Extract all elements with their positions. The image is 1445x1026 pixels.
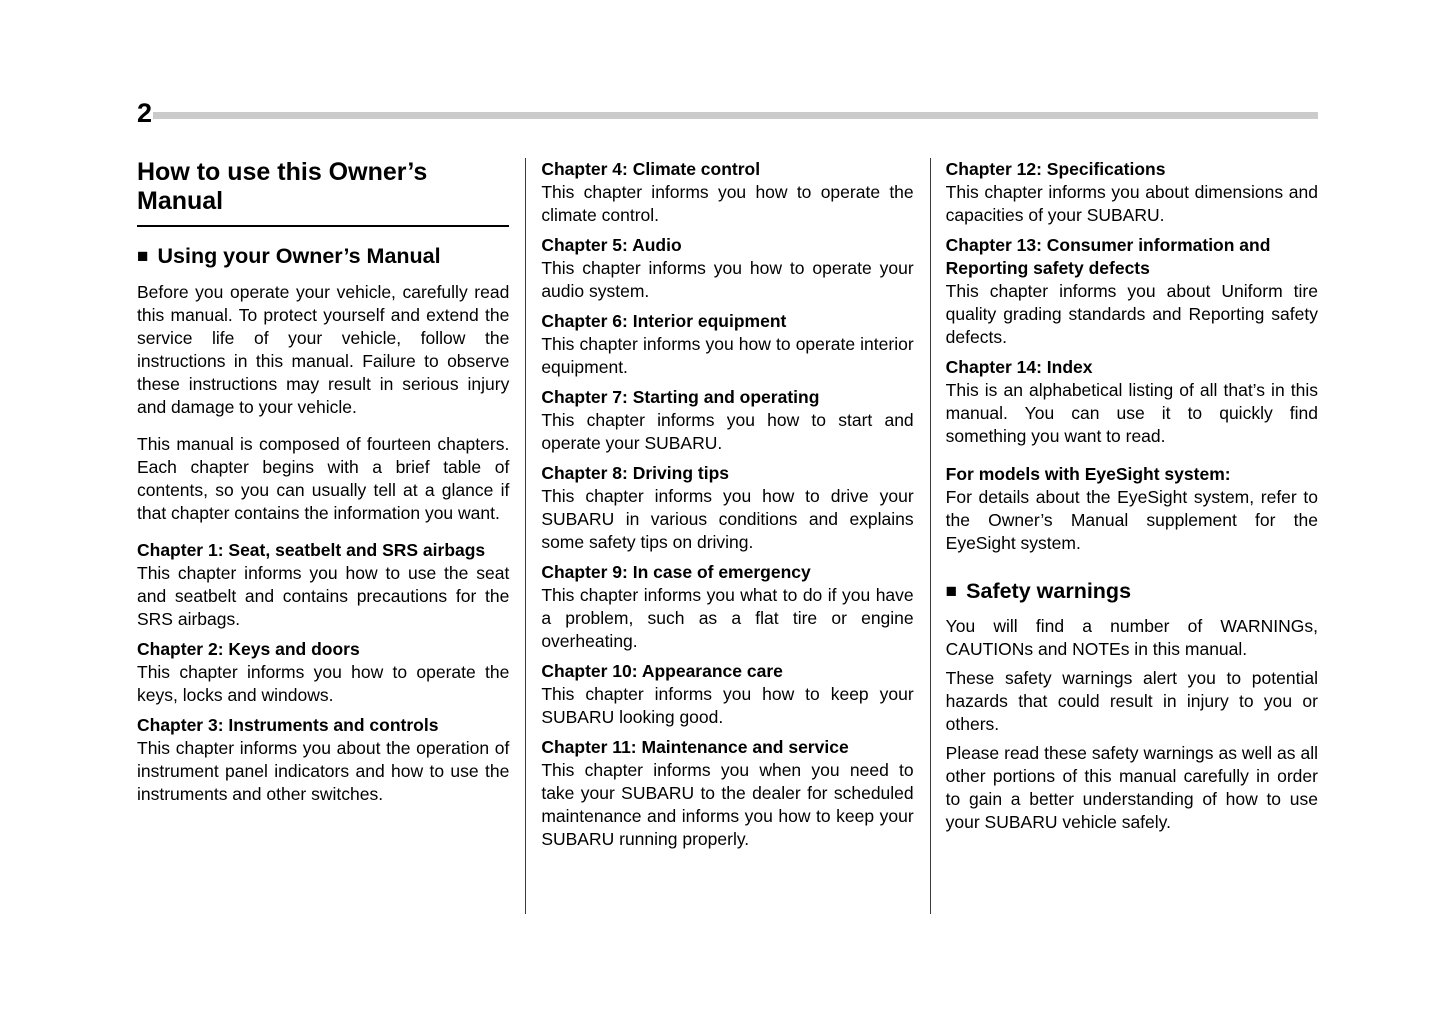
chapter-heading: Chapter 2: Keys and doors (137, 639, 360, 659)
column-1 (137, 158, 526, 914)
chapter-heading: Chapter 3: Instruments and controls (137, 715, 439, 735)
content-columns (137, 158, 1318, 914)
column-3 (931, 158, 1318, 914)
chapter-heading: Chapter 1: Seat, seatbelt and SRS airbags (137, 540, 486, 560)
chapter-description: This chapter informs you how to operate interior equipment. (541, 334, 914, 377)
chapter-description: This chapter informs you when you need to take your SUBARU to the dealer for scheduled maintenance and informs you how to keep your SUBARU running properly. (541, 760, 914, 849)
section-heading-safety-warnings (946, 578, 1318, 604)
chapter-description: This chapter informs you what to do if you have a problem, such as a flat tire or engine overheating. (541, 585, 914, 651)
section-heading-using-manual (137, 243, 509, 269)
chapter-heading: Chapter 13: Consumer information and Reporting safety defects (945, 235, 1271, 278)
chapter-description: This chapter informs you about the operation of instrument panel indicators and how to use the instruments and other switches. (137, 738, 510, 804)
section-heading-label: Safety warnings (966, 579, 1132, 603)
chapter-heading: Chapter 5: Audio (541, 235, 682, 255)
section-heading-label: Using your Owner’s Manual (157, 244, 441, 268)
chapter-description: This chapter informs you how to operate the keys, locks and windows. (137, 662, 510, 705)
chapter-description: This chapter informs you how to keep your SUBARU looking good. (541, 684, 914, 727)
square-bullet-icon: ■ (137, 246, 149, 267)
chapter-heading: Chapter 10: Appearance care (541, 661, 783, 681)
chapter-description: This chapter informs you how to drive your SUBARU in various conditions and explains some safety tips on driving. (541, 486, 914, 552)
eyesight-note-heading: For models with EyeSight system: (945, 464, 1231, 484)
chapter-heading: Chapter 14: Index (945, 357, 1093, 377)
eyesight-note-body: For details about the EyeSight system, refer to the Owner’s Manual supplement for the EyeSight system. (945, 487, 1318, 553)
safety-paragraph: You will find a number of WARNINGs, CAUTIONs and NOTEs in this manual. (945, 616, 1318, 659)
intro-paragraph: This manual is composed of fourteen chapters. Each chapter begins with a brief table of contents, so you can usually tell at a glance if that chapter contains the information you want. (137, 434, 510, 523)
column-2 (526, 158, 930, 914)
chapter-heading: Chapter 11: Maintenance and service (541, 737, 849, 757)
safety-paragraph: Please read these safety warnings as well as all other portions of this manual carefully in order to gain a better understanding of how to use your SUBARU vehicle safely. (945, 743, 1318, 832)
page-header (137, 100, 1318, 127)
chapter-description: This chapter informs you how to start and operate your SUBARU. (541, 410, 914, 453)
page-title: How to use this Owner’s Manual (137, 158, 509, 227)
chapter-description: This chapter informs you about Uniform tire quality grading standards and Reporting safety defects. (945, 281, 1318, 347)
chapter-description: This chapter informs you about dimensions and capacities of your SUBARU. (945, 182, 1318, 225)
chapter-heading: Chapter 4: Climate control (541, 159, 761, 179)
chapter-description: This chapter informs you how to operate the climate control. (541, 182, 914, 225)
safety-paragraph: These safety warnings alert you to potential hazards that could result in injury to you or others. (945, 668, 1318, 734)
intro-paragraph: Before you operate your vehicle, carefully read this manual. To protect yourself and extend the service life of your vehicle, follow the instructions in this manual. Failure to observe these instructions may result in serious injury and damage to your vehicle. (137, 282, 510, 417)
chapter-description: This is an alphabetical listing of all that’s in this manual. You can use it to quickly find something you want to read. (945, 380, 1318, 446)
chapter-description: This chapter informs you how to operate your audio system. (541, 258, 914, 301)
chapter-heading: Chapter 7: Starting and operating (541, 387, 820, 407)
chapter-heading: Chapter 12: Specifications (945, 159, 1166, 179)
square-bullet-icon: ■ (945, 581, 958, 602)
chapter-description: This chapter informs you how to use the seat and seatbelt and contains precautions for the SRS airbags. (137, 563, 510, 629)
chapter-heading: Chapter 6: Interior equipment (541, 311, 787, 331)
chapter-heading: Chapter 8: Driving tips (541, 463, 729, 483)
page-number: 2 (137, 98, 153, 128)
chapter-heading: Chapter 9: In case of emergency (541, 562, 811, 582)
header-rule (153, 112, 1318, 119)
